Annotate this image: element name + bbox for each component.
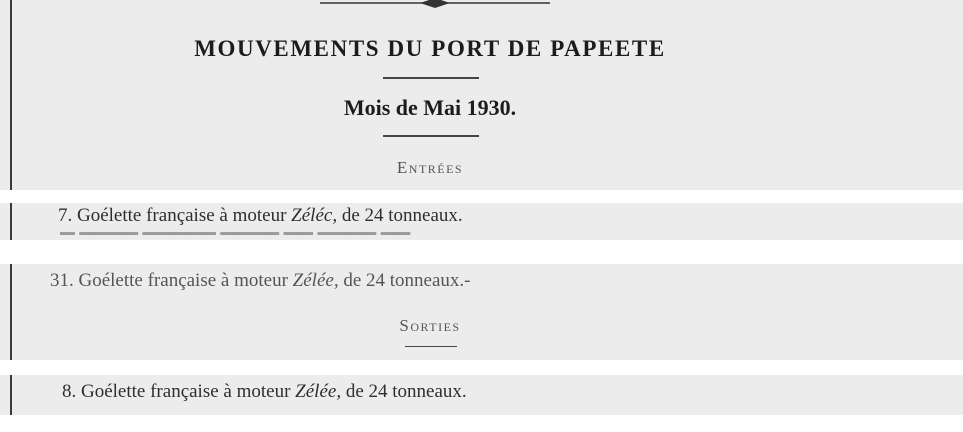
entry-text: Goélette française à moteur bbox=[78, 270, 293, 291]
page-fragment-entry-3 bbox=[0, 375, 963, 415]
subtitle-underline bbox=[383, 135, 479, 137]
entry-number: 8. bbox=[62, 381, 77, 402]
page-fragment-header bbox=[0, 0, 963, 190]
ship-name: Zélée, bbox=[292, 270, 339, 291]
entry-tonnage: de 24 tonneaux. bbox=[337, 205, 463, 226]
page-fragment-entry-1 bbox=[0, 203, 963, 255]
ship-name: Zéléc, bbox=[291, 205, 338, 226]
page-title: MOUVEMENTS DU PORT DE PAPEETE bbox=[194, 36, 666, 61]
entry-line bbox=[62, 381, 467, 403]
page-fragment-entry-2 bbox=[0, 264, 963, 360]
entry-text: Goélette française à moteur bbox=[81, 381, 296, 402]
section-heading-entrees: Entrées bbox=[396, 158, 464, 177]
ornament-rule bbox=[320, 0, 550, 10]
section-heading-sorties: Sorties bbox=[399, 316, 461, 335]
entry-line bbox=[50, 270, 470, 292]
title-underline bbox=[383, 77, 479, 79]
entry-number: 31. bbox=[50, 270, 74, 291]
entry-tonnage: de 24 tonneaux. bbox=[341, 381, 467, 402]
page-subtitle: Mois de Mai 1930. bbox=[343, 95, 517, 120]
entry-tonnage: de 24 tonneaux.- bbox=[338, 270, 471, 291]
entry-text: Goélette française à moteur bbox=[77, 205, 292, 226]
cut-off-line: ▔ ▔▔▔▔ ▔▔▔▔▔ ▔▔▔▔ ▔▔ ▔▔▔▔ ▔▔ bbox=[60, 234, 410, 255]
entry-number: 7. bbox=[58, 205, 73, 226]
sorties-underline bbox=[405, 346, 457, 347]
ship-name: Zélée, bbox=[295, 381, 342, 402]
entry-line bbox=[58, 205, 463, 227]
